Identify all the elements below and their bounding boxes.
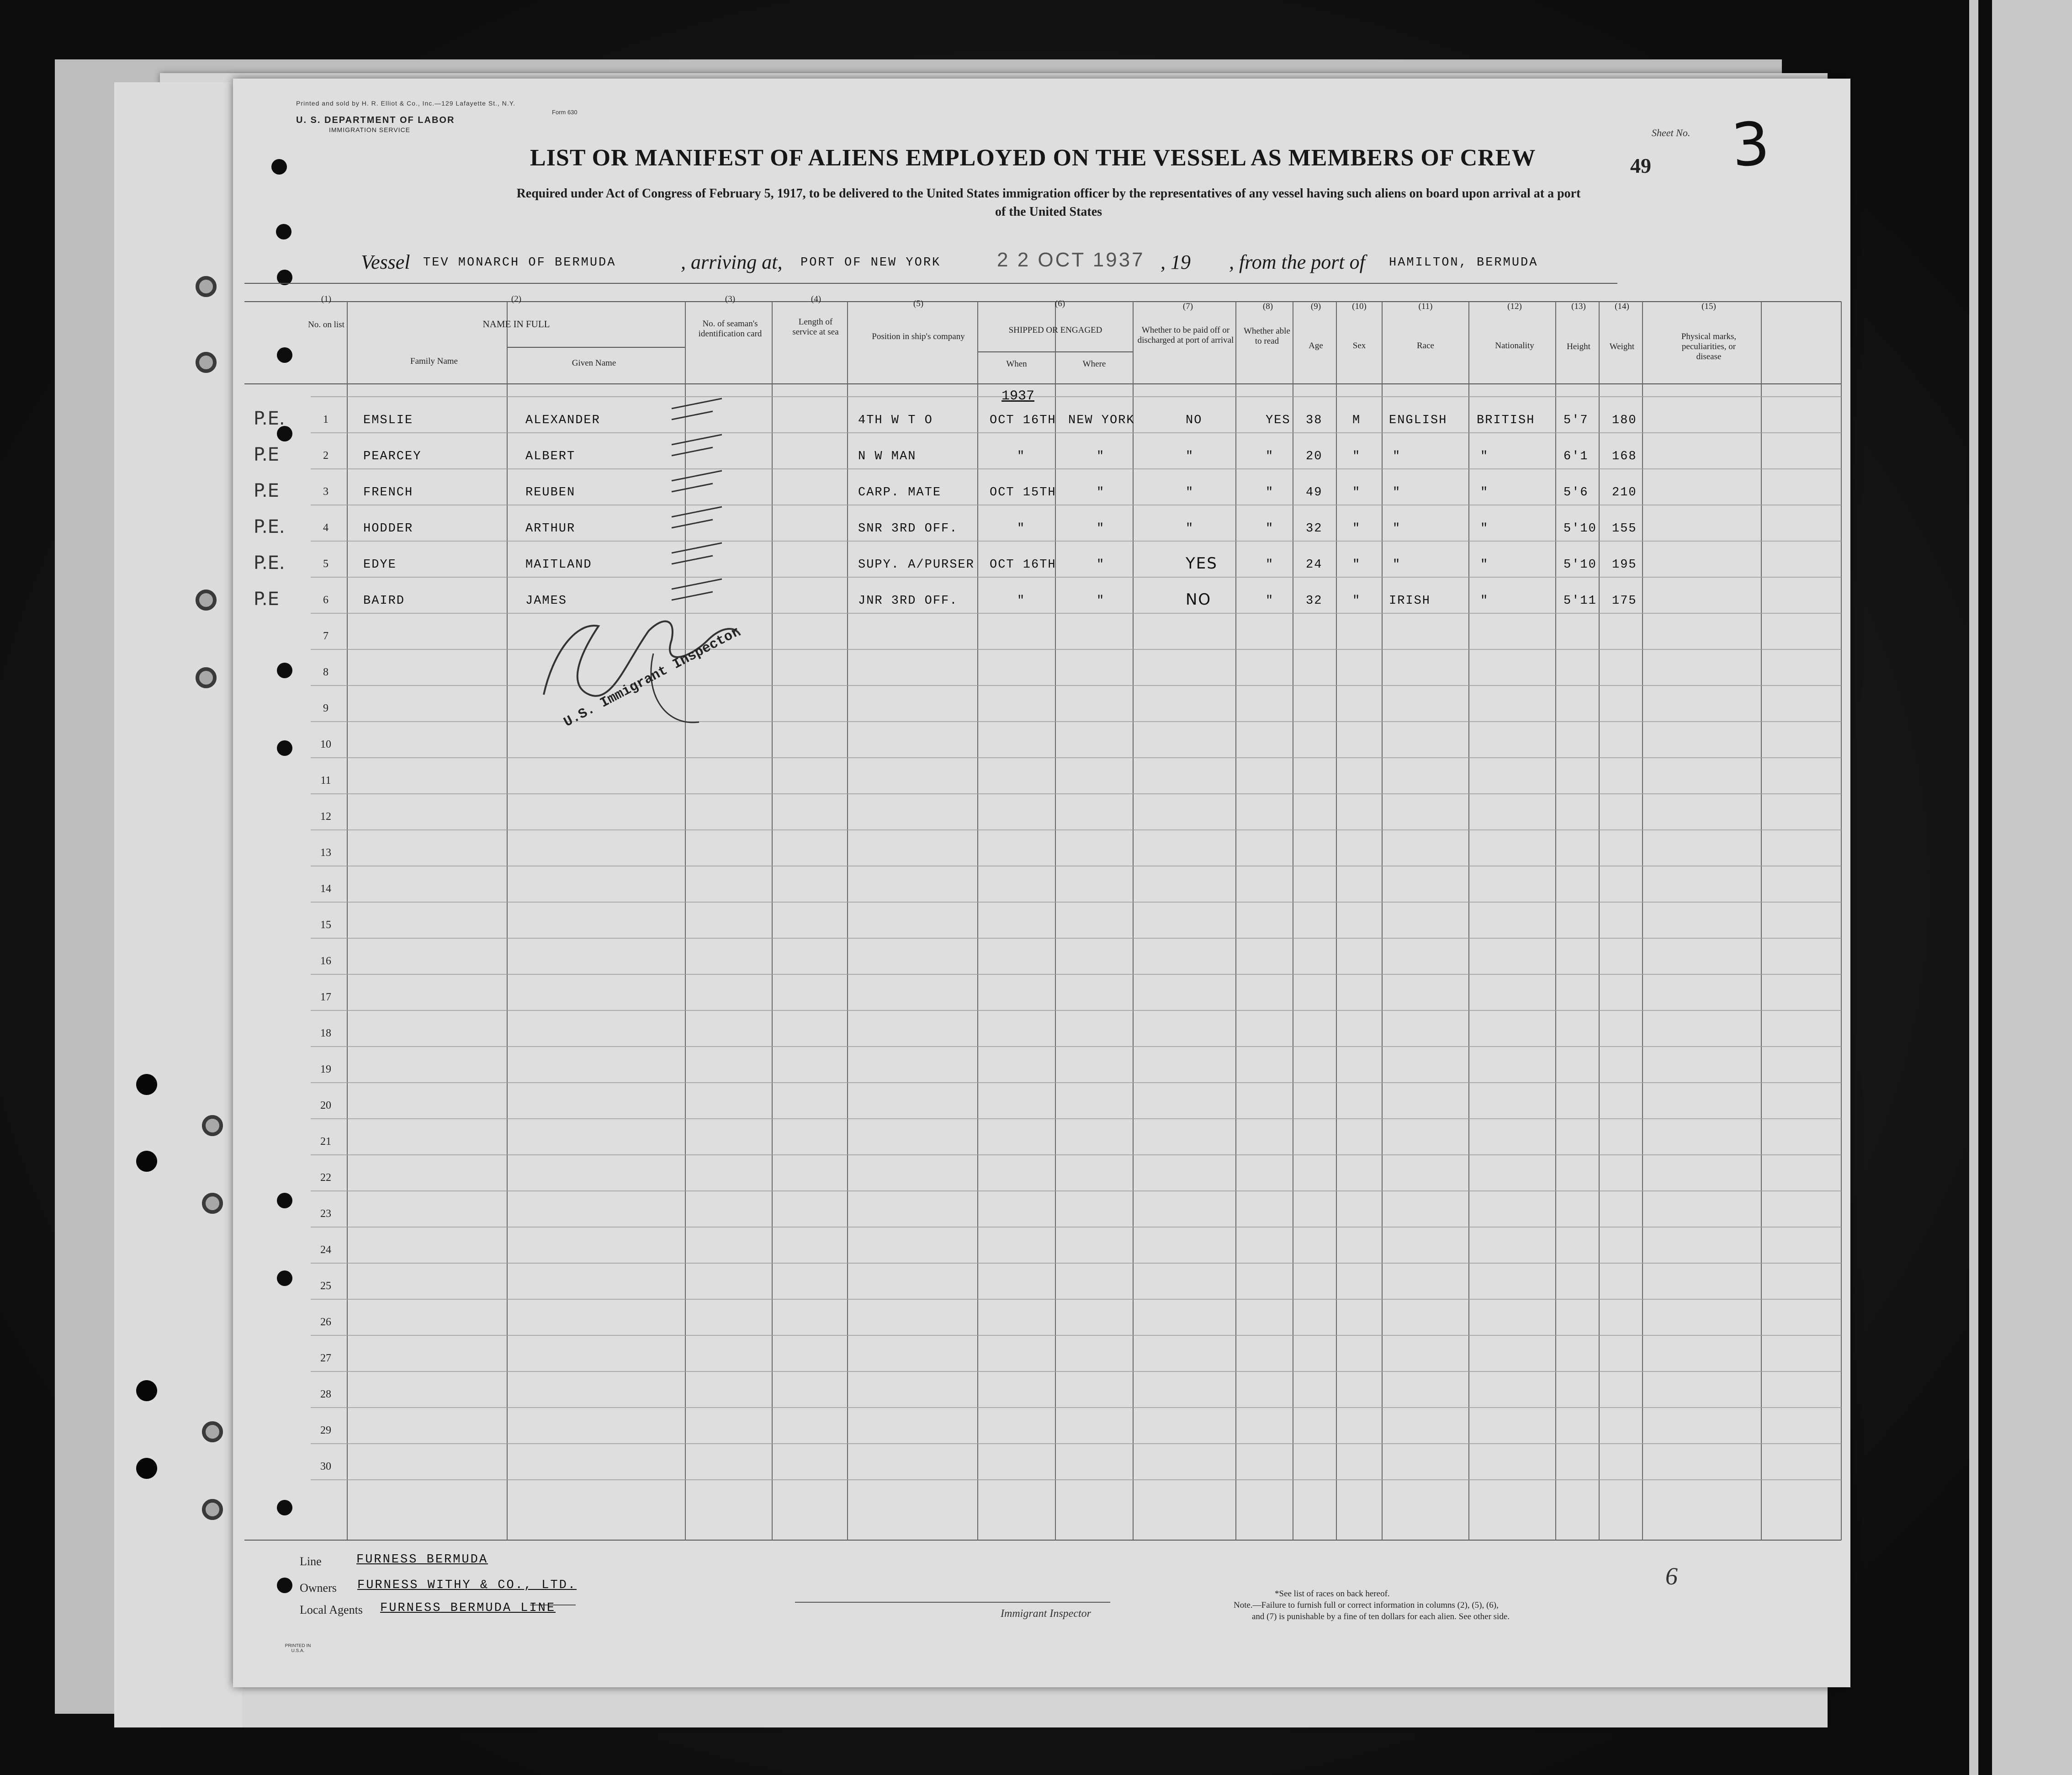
id-card-mark <box>672 543 722 564</box>
header-given-name: Given Name <box>572 358 616 368</box>
pe-mark: P.E. <box>254 553 285 574</box>
cell-when: " <box>1017 594 1026 608</box>
vessel-name: TEV MONARCH OF BERMUDA <box>423 256 616 270</box>
line-label: Line <box>300 1555 322 1568</box>
requirement-line: of the United States <box>995 205 1102 219</box>
cell-height: 5'10 <box>1563 558 1597 572</box>
handwritten-number: 6 <box>1665 1562 1678 1590</box>
pe-mark: P.E <box>254 444 279 465</box>
colnum-6: (6) <box>1055 299 1065 308</box>
id-card-mark <box>672 471 722 492</box>
header-shipped: SHIPPED OR ENGAGED <box>1008 325 1102 335</box>
department-name: U. S. DEPARTMENT OF LABOR <box>296 115 455 125</box>
row-number: 8 <box>323 666 329 678</box>
cell-weight: 180 <box>1612 414 1637 427</box>
row-number: 21 <box>320 1136 331 1148</box>
header-sex: Sex <box>1352 341 1366 351</box>
cell-position: 4TH W T O <box>858 414 933 427</box>
pe-mark: P.E. <box>254 516 285 537</box>
row-number: 13 <box>320 847 331 859</box>
cell-weight: 168 <box>1612 450 1637 463</box>
cell-nationality: " <box>1480 594 1489 608</box>
cell-read: " <box>1266 486 1274 500</box>
row-number: 3 <box>323 486 329 498</box>
cell-when: OCT 16TH <box>990 414 1056 427</box>
cell-race: " <box>1393 558 1401 572</box>
row-number: 30 <box>320 1461 331 1472</box>
cell-height: 5'6 <box>1563 486 1589 500</box>
header-paid-off: Whether to be paid off or discharged at port of arrival <box>1137 325 1234 345</box>
arriving-label: , arriving at, <box>681 251 783 273</box>
header-no-on-list: No. on list <box>308 320 344 329</box>
cell-race: IRISH <box>1389 594 1431 608</box>
cell-family: FRENCH <box>363 486 413 500</box>
cell-paid: " <box>1186 486 1194 500</box>
service-name: IMMIGRATION SERVICE <box>329 126 410 133</box>
colnum-3: (3) <box>725 294 736 304</box>
cell-position: SNR 3RD OFF. <box>858 522 958 536</box>
cell-sex: M <box>1352 414 1361 427</box>
cell-weight: 195 <box>1612 558 1637 572</box>
cell-read: " <box>1266 450 1274 463</box>
cell-family: PEARCEY <box>363 450 422 463</box>
row-number: 19 <box>320 1063 331 1075</box>
colnum-14: (14) <box>1615 302 1629 311</box>
colnum-11: (11) <box>1418 302 1433 311</box>
row-number: 20 <box>320 1100 331 1111</box>
cell-given: ALEXANDER <box>525 414 600 427</box>
cell-paid: NO <box>1186 590 1212 609</box>
header-name-in-full: NAME IN FULL <box>482 319 550 329</box>
owners-label: Owners <box>300 1581 337 1594</box>
stamp-number: 49 <box>1630 154 1651 177</box>
from-port: HAMILTON, BERMUDA <box>1389 256 1538 270</box>
id-card-mark <box>672 435 722 456</box>
row-number: 25 <box>320 1280 331 1292</box>
sheet-label: Sheet No. <box>1652 127 1690 138</box>
header-length-service: Length of service at sea <box>792 317 839 337</box>
cell-when: " <box>1017 450 1026 463</box>
cell-where: " <box>1097 594 1105 608</box>
cell-sex: " <box>1352 594 1361 608</box>
cell-where: " <box>1097 450 1105 463</box>
immigrant-inspector-label: Immigrant Inspector <box>1001 1608 1091 1620</box>
requirement-line: Required under Act of Congress of February 5, 1917, to be delivered to the United States immigration officer by the representatives of any vessel having such aliens on board upon arrival at a port <box>516 186 1581 201</box>
row-number: 23 <box>320 1208 331 1220</box>
cell-where: " <box>1097 486 1105 500</box>
row-number: 12 <box>320 811 331 823</box>
cell-given: ALBERT <box>525 450 576 463</box>
inspector-signature <box>525 590 763 736</box>
cell-where: NEW YORK <box>1068 414 1135 427</box>
cell-height: 5'7 <box>1563 414 1589 427</box>
cell-nationality: BRITISH <box>1477 414 1535 427</box>
cell-family: HODDER <box>363 522 413 536</box>
header-age: Age <box>1309 341 1323 351</box>
row-number: 26 <box>320 1316 331 1328</box>
cell-paid: NO <box>1186 414 1203 427</box>
colnum-7: (7) <box>1182 302 1193 311</box>
colnum-1: (1) <box>321 294 332 304</box>
form-number: Form 630 <box>552 109 578 116</box>
line-value: FURNESS BERMUDA <box>356 1553 488 1567</box>
cell-when: OCT 16TH <box>990 558 1056 572</box>
cell-where: " <box>1097 558 1105 572</box>
cell-nationality: " <box>1480 522 1489 536</box>
cell-given: ARTHUR <box>525 522 576 536</box>
row-number: 27 <box>320 1352 331 1364</box>
sheet-number: 3 <box>1729 108 1772 181</box>
year-label: , 19 <box>1161 251 1191 273</box>
id-card-mark <box>672 399 722 420</box>
cell-family: BAIRD <box>363 594 405 608</box>
agents-value: FURNESS BERMUDA LINE <box>380 1601 556 1615</box>
cell-given: MAITLAND <box>525 558 592 572</box>
cell-given: REUBEN <box>525 486 576 500</box>
row-number: 22 <box>320 1172 331 1184</box>
from-label: , from the port of <box>1229 251 1365 273</box>
row-number: 17 <box>320 991 331 1003</box>
row-number: 18 <box>320 1027 331 1039</box>
colnum-12: (12) <box>1507 302 1522 311</box>
cell-read: " <box>1266 558 1274 572</box>
note-failure: Note.—Failure to furnish full or correct information in columns (2), (5), (6), <box>1234 1600 1499 1610</box>
colnum-15: (15) <box>1701 302 1716 311</box>
cell-nationality: " <box>1480 558 1489 572</box>
cell-weight: 210 <box>1612 486 1637 500</box>
cell-read: YES <box>1266 414 1291 427</box>
cell-position: CARP. MATE <box>858 486 942 500</box>
colnum-9: (9) <box>1310 302 1321 311</box>
colnum-5: (5) <box>913 299 924 308</box>
cell-race: " <box>1393 522 1401 536</box>
pe-mark: P.E. <box>254 408 285 429</box>
cell-when: OCT 15TH <box>990 486 1056 500</box>
colnum-13: (13) <box>1571 302 1586 311</box>
cell-family: EDYE <box>363 558 397 572</box>
row-number: 14 <box>320 883 331 895</box>
printed-in-usa-mark: PRINTED IN U.S.A. <box>285 1643 311 1653</box>
header-where: Where <box>1082 359 1106 369</box>
cell-age: 49 <box>1306 486 1323 500</box>
header-family-name: Family Name <box>410 356 458 366</box>
row-number: 10 <box>320 739 331 750</box>
id-card-mark <box>672 507 722 528</box>
arriving-port: PORT OF NEW YORK <box>800 256 941 270</box>
header-read: Whether able to read <box>1244 326 1290 346</box>
row-number: 16 <box>320 955 331 967</box>
row-number: 29 <box>320 1424 331 1436</box>
pe-mark: P.E <box>254 589 279 610</box>
colnum-2: (2) <box>511 294 522 304</box>
cell-nationality: " <box>1480 450 1489 463</box>
cell-sex: " <box>1352 450 1361 463</box>
cell-age: 32 <box>1306 522 1323 536</box>
cell-race: ENGLISH <box>1389 414 1447 427</box>
cell-when: " <box>1017 522 1026 536</box>
inspector-stamp-text: U.S. Immigrant Inspector <box>561 624 743 731</box>
note-races: *See list of races on back hereof. <box>1275 1589 1390 1599</box>
row-number: 2 <box>323 450 329 462</box>
row-number: 11 <box>320 775 331 787</box>
cell-paid: " <box>1186 522 1194 536</box>
printer-credit: Printed and sold by H. R. Elliot & Co., Inc.—129 Lafayette St., N.Y. <box>296 100 516 107</box>
cell-age: 32 <box>1306 594 1323 608</box>
cell-given: JAMES <box>525 594 567 608</box>
cell-weight: 155 <box>1612 522 1637 536</box>
colnum-10: (10) <box>1352 302 1367 311</box>
page-title: LIST OR MANIFEST OF ALIENS EMPLOYED ON THE VESSEL AS MEMBERS OF CREW <box>530 145 1536 171</box>
cell-sex: " <box>1352 486 1361 500</box>
row-number: 5 <box>323 558 329 570</box>
footer-note <box>1234 1588 1645 1622</box>
cell-age: 38 <box>1306 414 1323 427</box>
cell-height: 5'10 <box>1563 522 1597 536</box>
row-number: 1 <box>323 414 329 425</box>
cell-height: 5'11 <box>1563 594 1597 608</box>
colnum-4: (4) <box>811 294 821 304</box>
header-weight: Weight <box>1609 342 1635 351</box>
pe-mark: P.E <box>254 480 279 501</box>
cell-position: N W MAN <box>858 450 917 463</box>
row-number: 28 <box>320 1388 331 1400</box>
cell-sex: " <box>1352 522 1361 536</box>
cell-where: " <box>1097 522 1105 536</box>
cell-family: EMSLIE <box>363 414 413 427</box>
cell-age: 20 <box>1306 450 1323 463</box>
cell-nationality: " <box>1480 486 1489 500</box>
header-position: Position in ship's company <box>872 332 965 341</box>
cell-read: " <box>1266 594 1274 608</box>
cell-age: 24 <box>1306 558 1323 572</box>
cell-paid: " <box>1186 450 1194 463</box>
header-race: Race <box>1417 341 1434 351</box>
year-entry: 1937 <box>1002 388 1035 404</box>
row-number: 24 <box>320 1244 331 1256</box>
cell-paid: YES <box>1186 554 1218 573</box>
header-id-card: No. of seaman's identification card <box>698 319 762 339</box>
header-marks: Physical marks, peculiarities, or disease <box>1681 332 1737 361</box>
header-height: Height <box>1567 342 1590 351</box>
colnum-8: (8) <box>1262 302 1273 311</box>
row-number: 4 <box>323 522 329 534</box>
cell-height: 6'1 <box>1563 450 1589 463</box>
row-number: 6 <box>323 594 329 606</box>
agents-label: Local Agents <box>300 1603 363 1616</box>
cell-weight: 175 <box>1612 594 1637 608</box>
cell-read: " <box>1266 522 1274 536</box>
cell-position: SUPY. A/PURSER <box>858 558 975 572</box>
header-nationality: Nationality <box>1495 341 1534 351</box>
cell-race: " <box>1393 486 1401 500</box>
header-when: When <box>1006 359 1027 369</box>
vessel-label: Vessel <box>361 251 410 273</box>
row-number: 9 <box>323 702 329 714</box>
cell-position: JNR 3RD OFF. <box>858 594 958 608</box>
arrival-date-stamp: 2 2 OCT 1937 <box>997 249 1145 271</box>
owners-value: FURNESS WITHY & CO., LTD. <box>357 1578 577 1592</box>
cell-race: " <box>1393 450 1401 463</box>
row-number: 7 <box>323 630 329 642</box>
note-fine: and (7) is punishable by a fine of ten dollars for each alien. See other side. <box>1252 1612 1510 1621</box>
cell-sex: " <box>1352 558 1361 572</box>
row-number: 15 <box>320 919 331 931</box>
